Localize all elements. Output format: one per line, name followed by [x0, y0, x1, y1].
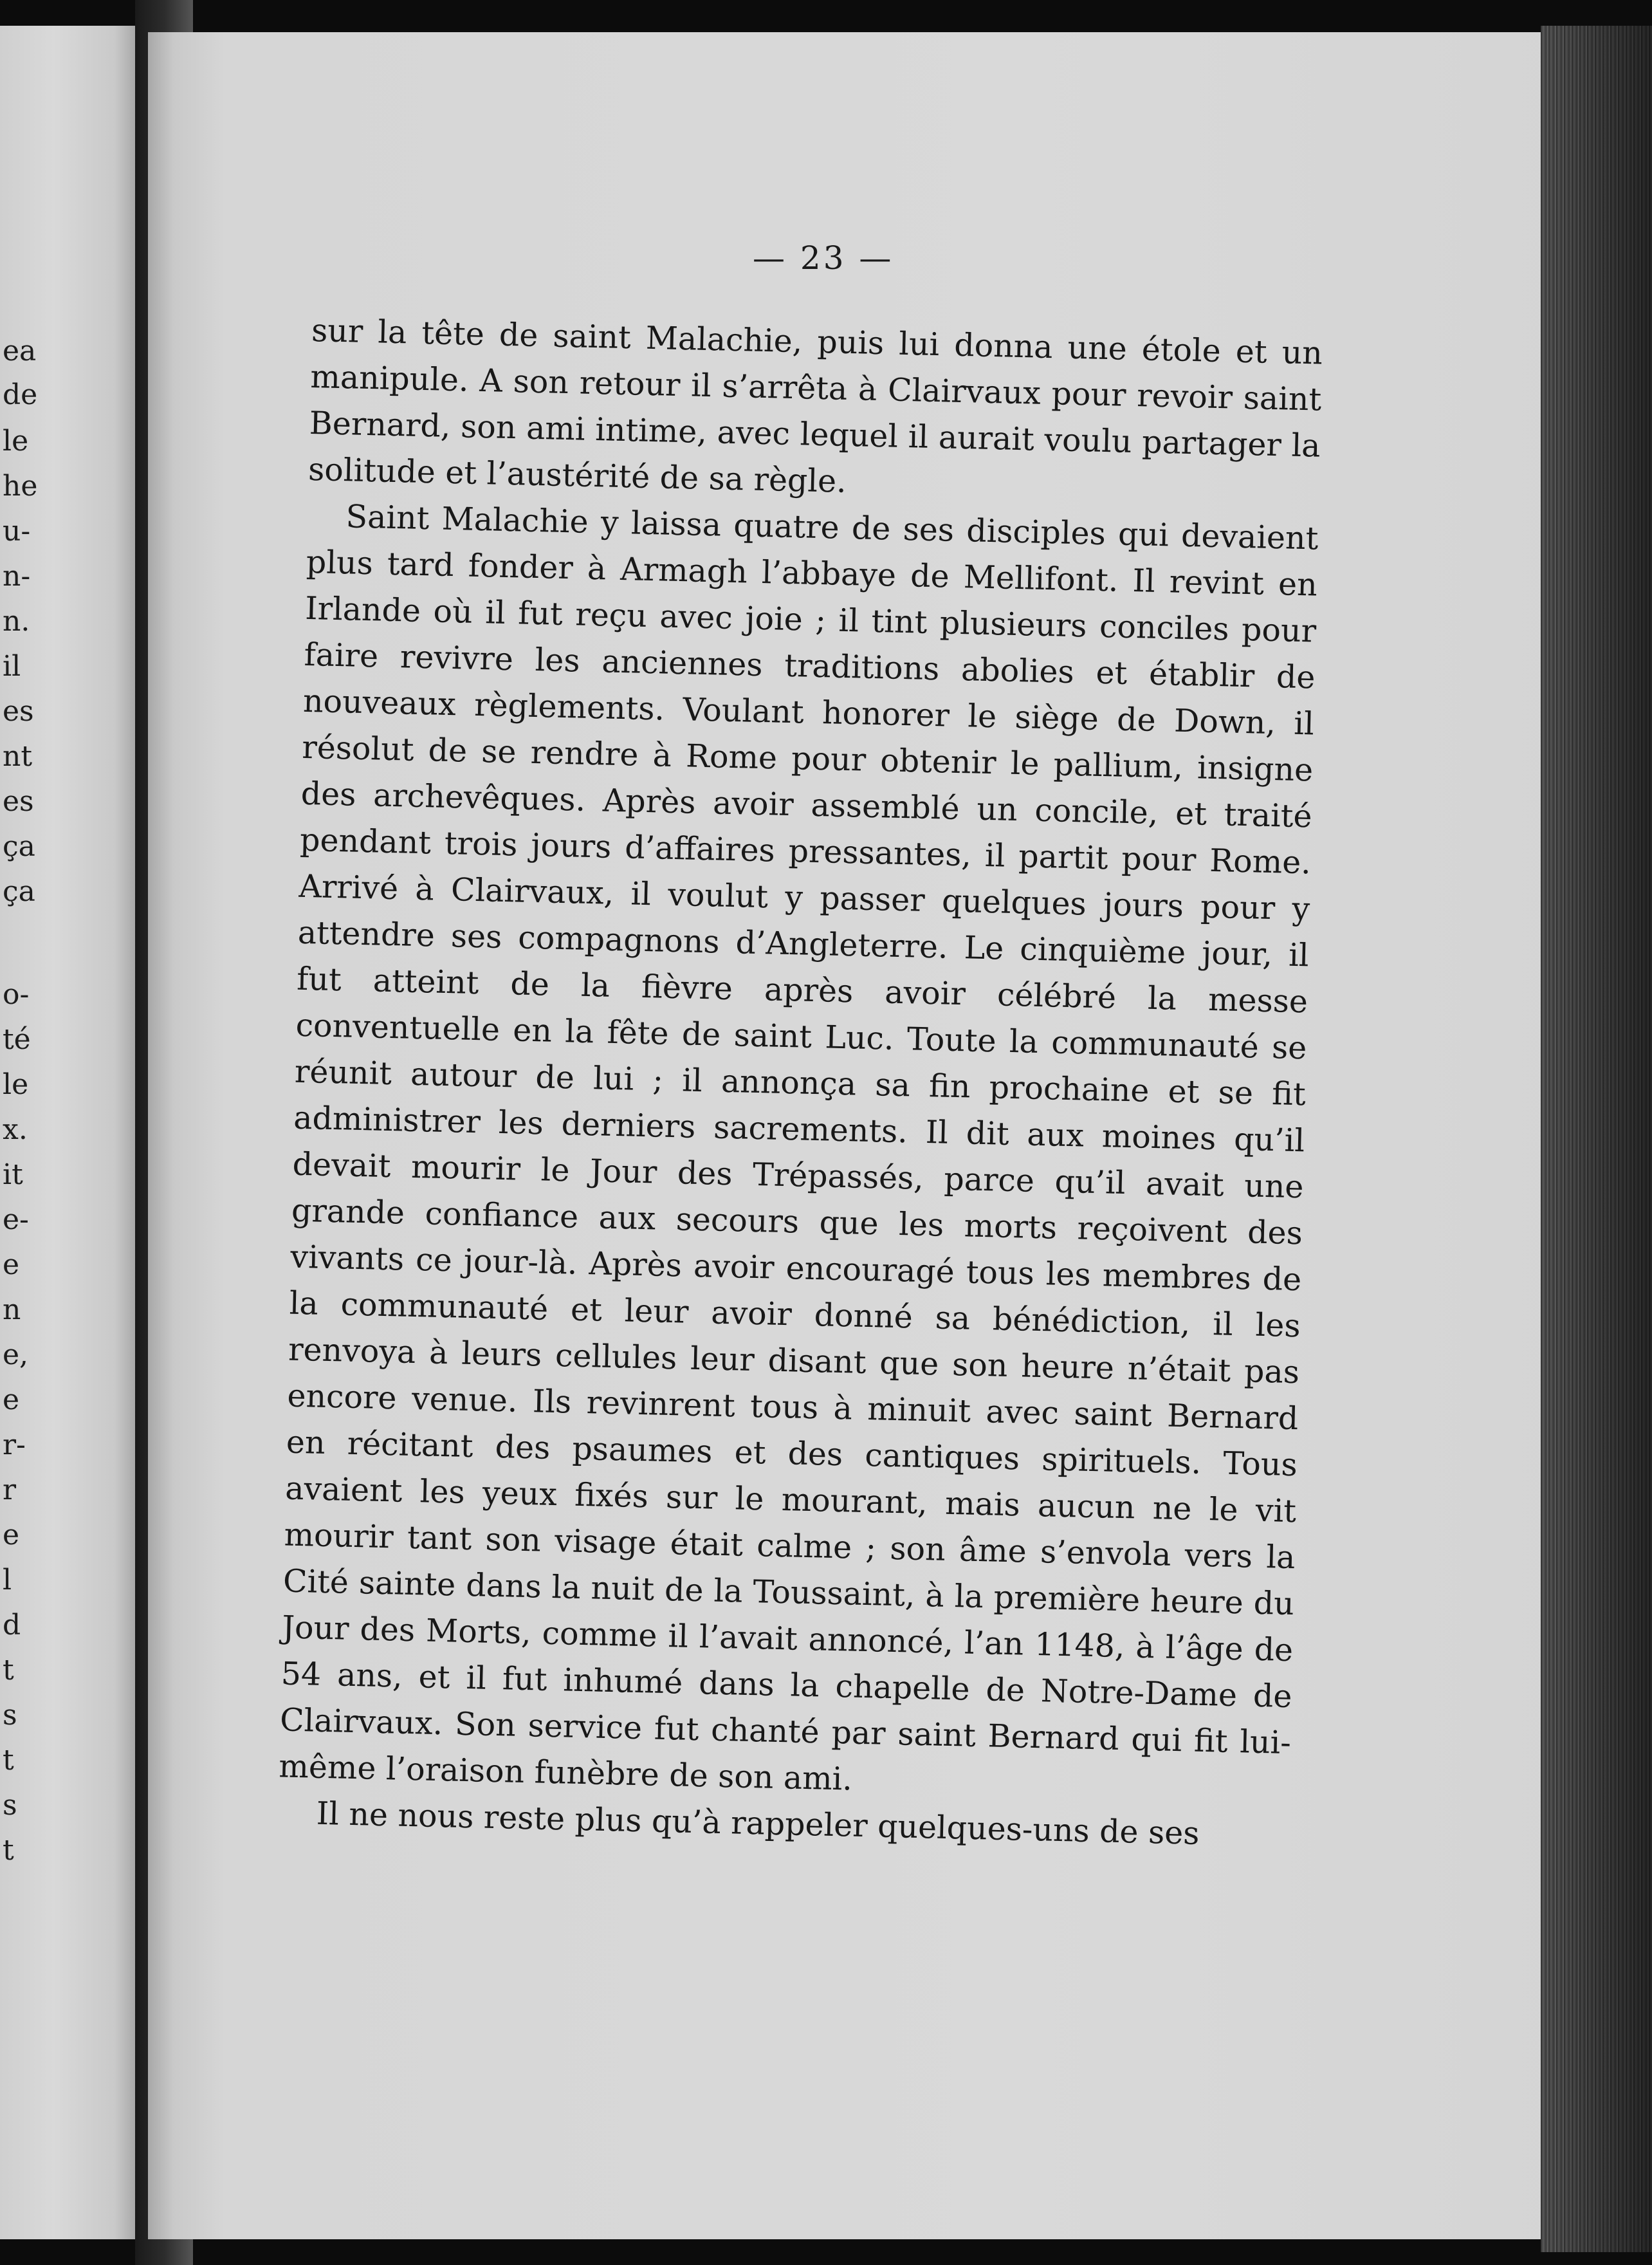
fragment: e, — [3, 1338, 29, 1371]
fragment: t — [3, 1654, 14, 1687]
page-edges — [1541, 26, 1652, 2252]
fragment: e — [3, 1383, 20, 1416]
fragment: e — [3, 1519, 20, 1551]
page-body-text — [277, 308, 1323, 1859]
paragraph: Saint Malachie y laissa quatre de ses disciples qui devaient plus tard fonder à Armagh l’abbaye de Mellifont. Il revint en Irlande où il fut reçu avec joie ; il tint plusieurs conciles pour faire revivre les anciennes traditions abolies et établir de nouveaux règlements. Voulant honorer le siège de Down, il résolut de se rendre à Rome pour obtenir le pallium, insigne des archevêques. Après avoir assemblé un concile, et traité pendant trois jours d’affaires pressantes, il partit pour Rome. Arrivé à Clairvaux, il voulut y passer quelques jours pour y attendre ses compagnons d’Angleterre. Le cinquième jour, il fut atteint de la fièvre après avoir célébré la messe conventuelle en la fête de saint Luc. Toute la communauté se réunit autour de lui ; il annonça sa fin prochaine et se fit administrer les derniers sacrements. Il dit aux moines qu’il devait mourir le Jour des Trépassés, parce qu’il avait une grande confiance aux secours que les morts reçoivent des vivants ce jour-là. Après avoir encouragé tous les membres de la communauté et leur avoir donné sa bénédiction, il les renvoya à leurs cellules leur disant que son heure n’était pas encore venue. Ils revinrent tous à minuit avec saint Bernard en récitant des psaumes et des cantiques spirituels. Tous avaient les yeux fixés sur le mourant, mais aucun ne le vit mourir tant son visage était calme ; son âme s’envola vers la Cité sainte dans la nuit de la Toussaint, à la première heure du Jour des Morts, comme il l’avait annoncé, l’an 1148, à l’âge de 54 ans, et il fut inhumé dans la chapelle de Notre-Dame de Clairvaux. Son service fut chanté par saint Bernard qui fit lui-même l’oraison funèbre de son ami. — [278, 498, 1319, 1798]
paragraph: Il ne nous reste plus qu’à rappeler quelques-uns de ses — [316, 1795, 1200, 1852]
fragment: es — [3, 695, 34, 728]
fragment: t — [3, 1744, 14, 1777]
fragment: ça — [3, 875, 35, 908]
fragment: ea — [3, 335, 37, 367]
fragment: té — [3, 1023, 31, 1056]
fragment: x. — [3, 1113, 28, 1146]
fragment: le — [3, 1068, 29, 1101]
fragment: le — [3, 425, 29, 458]
fragment: n. — [3, 605, 30, 638]
fragment: il — [3, 650, 21, 683]
fragment: e — [3, 1248, 20, 1281]
paragraph: sur la tête de saint Malachie, puis lui donna une étole et un manipule. A son retour il s’arrêta à Clairvaux pour revoir saint Bernard, son ami intime, avec lequel il aurait voulu partager la solitude et l’austérité de sa règle. — [307, 311, 1323, 500]
fragment: n- — [3, 560, 31, 593]
fragment: nt — [3, 740, 33, 773]
fragment: de — [3, 378, 38, 411]
fragment: d — [3, 1609, 21, 1641]
fragment: t — [3, 1834, 14, 1867]
fragment: u- — [3, 515, 31, 548]
fragment: r — [3, 1474, 17, 1506]
fragment: ça — [3, 830, 35, 863]
fragment: es — [3, 785, 34, 818]
fragment: he — [3, 470, 38, 503]
fragment: s — [3, 1789, 17, 1822]
page-number: — 23 — — [753, 239, 894, 277]
fragment: it — [3, 1158, 23, 1191]
fragment: n — [3, 1293, 21, 1326]
previous-page — [0, 26, 135, 2239]
fragment: r- — [3, 1428, 26, 1461]
fragment: s — [3, 1699, 17, 1732]
fragment: e- — [3, 1203, 29, 1236]
fragment: l — [3, 1564, 12, 1596]
fragment: o- — [3, 978, 30, 1011]
